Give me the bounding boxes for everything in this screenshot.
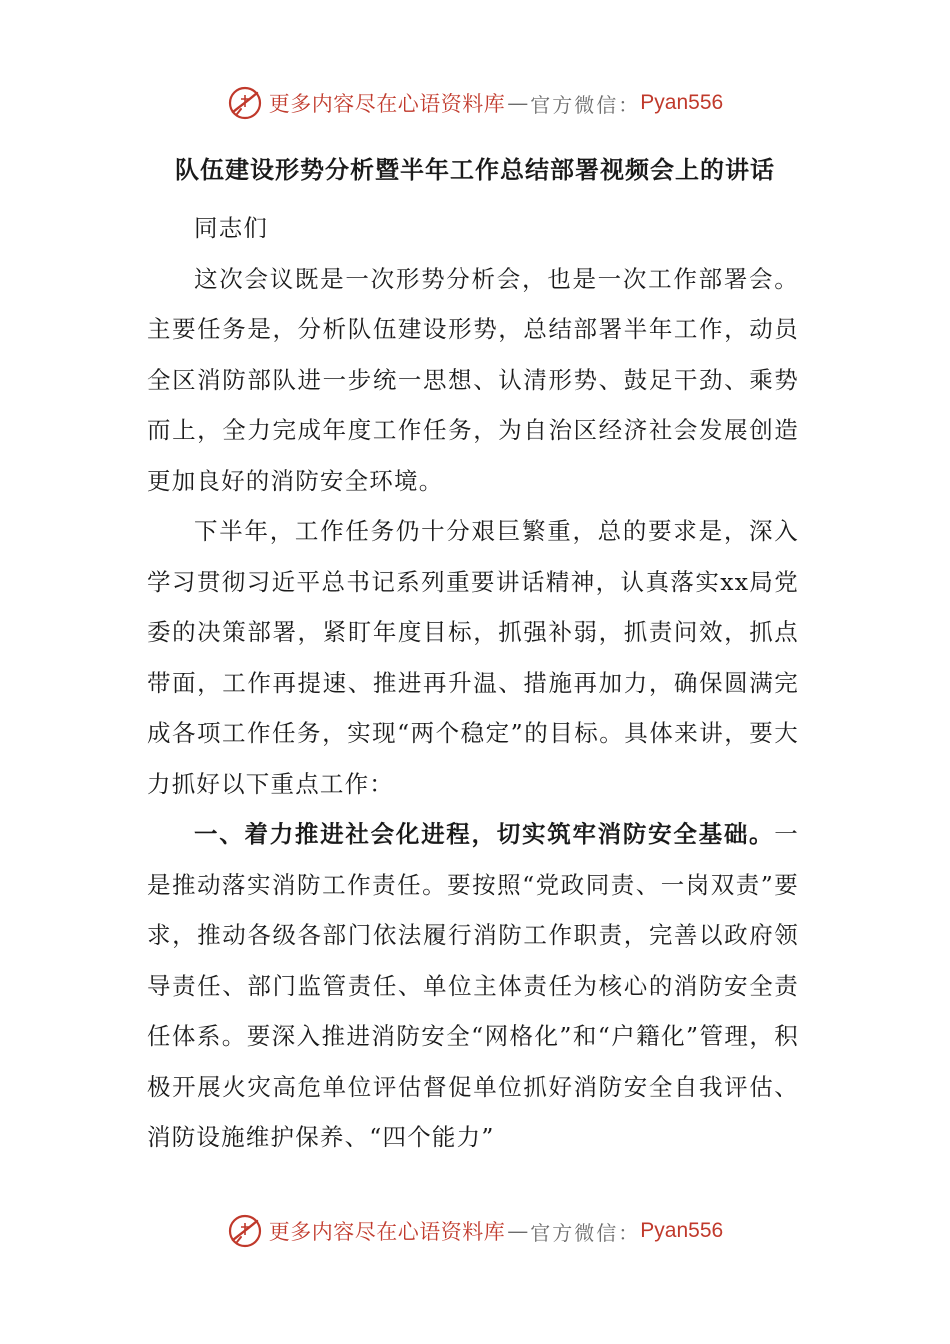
greeting: 同志们 [194, 214, 269, 242]
document-title: 队伍建设形势分析暨半年工作总结部署视频会上的讲话 [175, 156, 775, 184]
banner-wechat-id: Pyan556 [640, 1219, 724, 1242]
banner-wechat-id: Pyan556 [640, 91, 724, 114]
section-paragraph [147, 809, 799, 1163]
section-body: 一是推动落实消防工作责任。要按照“党政同责、一岗双责”要求，推动各级各部门依法履行消防工作职责，完善以政府领导责任、部门监管责任、单位主体责任为核心的消防安全责任体系。要深入推进消防安全“网格化”和“户籍化”管理，积极开展火灾高危单位评估督促单位抓好消防安全自我评估、消防设施维护保养、“四个能力” [147, 820, 799, 1151]
banner-wechat-label: 官方微信： [530, 1220, 641, 1245]
paragraph: 这次会议既是一次形势分析会，也是一次工作部署会。主要任务是，分析队伍建设形势，总结部署半年工作，动员全区消防部队进一步统一思想、认清形势、鼓足干劲、乘势而上，全力完成年度工作任务，为自治区经济社会发展创造更加良好的消防安全环境。 [147, 264, 799, 495]
logo-icon [227, 1213, 263, 1249]
logo-icon [227, 85, 263, 121]
banner-separator: — [507, 91, 529, 115]
section-heading: 一、着力推进社会化进程，切实筑牢消防安全基础。 [194, 820, 775, 848]
banner-text: 更多内容尽在心语资料库 [268, 92, 506, 116]
paragraph: 下半年，工作任务仍十分艰巨繁重，总的要求是，深入学习贯彻习近平总书记系列重要讲话精神，认真落实xx局党委的决策部署，紧盯年度目标，抓强补弱，抓责问效，抓点带面，工作再提速、推进再升温、措施再加力，确保圆满完成各项工作任务，实现“两个稳定”的目标。具体来讲，要大力抓好以下重点工作： [147, 517, 799, 798]
bottom-banner [0, 1208, 950, 1254]
banner-wechat-label: 官方微信： [530, 92, 641, 117]
banner-separator: — [507, 1219, 529, 1243]
top-banner [0, 80, 950, 126]
document-body [147, 203, 799, 1163]
banner-text: 更多内容尽在心语资料库 [268, 1220, 506, 1244]
